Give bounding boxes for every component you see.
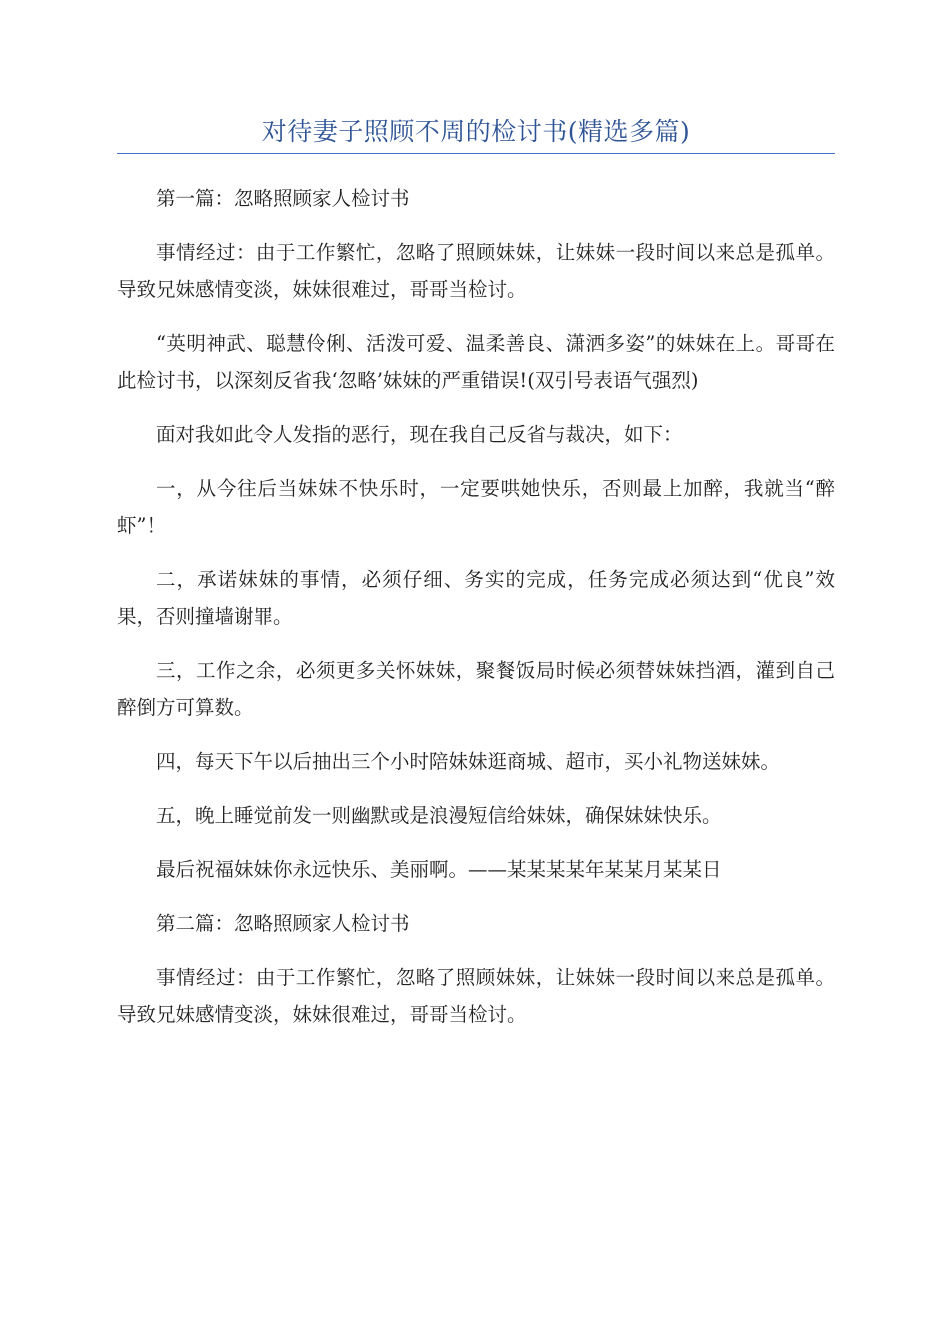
list-item: 五，晚上睡觉前发一则幽默或是浪漫短信给妹妹，确保妹妹快乐。 [156, 804, 722, 827]
title-underline [117, 153, 835, 154]
closing-line: 最后祝福妹妹你永远快乐、美丽啊。——某某某某年某某月某某日 [156, 858, 722, 881]
paragraph: 事情经过：由于工作繁忙，忽略了照顾妹妹，让妹妹一段时间以来总是孤单。导致兄妹感情变淡，妹妹很难过，哥哥当检讨。 [117, 966, 835, 1026]
section-heading-2: 第二篇：忽略照顾家人检讨书 [156, 912, 410, 935]
section-heading-1: 第一篇：忽略照顾家人检讨书 [156, 187, 410, 210]
list-item: 三，工作之余，必须更多关怀妹妹，聚餐饭局时候必须替妹妹挡酒，灌到自己醉倒方可算数。 [117, 659, 835, 719]
paragraph: “英明神武、聪慧伶俐、活泼可爱、温柔善良、潇洒多姿”的妹妹在上。哥哥在此检讨书，以深刻反省我‘忽略’妹妹的严重错误!(双引号表语气强烈) [117, 332, 835, 392]
paragraph: 面对我如此令人发指的恶行，现在我自己反省与裁决，如下： [156, 423, 683, 446]
list-item: 一，从今往后当妹妹不快乐时，一定要哄她快乐，否则最上加醉，我就当“醉虾”！ [117, 477, 835, 537]
list-item: 四，每天下午以后抽出三个小时陪妹妹逛商城、超市，买小礼物送妹妹。 [156, 750, 781, 773]
list-item: 二，承诺妹妹的事情，必须仔细、务实的完成，任务完成必须达到“优良”效果，否则撞墙谢罪。 [117, 568, 835, 628]
document-title: 对待妻子照顾不周的检讨书(精选多篇) [261, 117, 691, 146]
paragraph: 事情经过：由于工作繁忙，忽略了照顾妹妹，让妹妹一段时间以来总是孤单。导致兄妹感情变淡，妹妹很难过，哥哥当检讨。 [117, 241, 835, 301]
document-body [117, 180, 835, 1050]
